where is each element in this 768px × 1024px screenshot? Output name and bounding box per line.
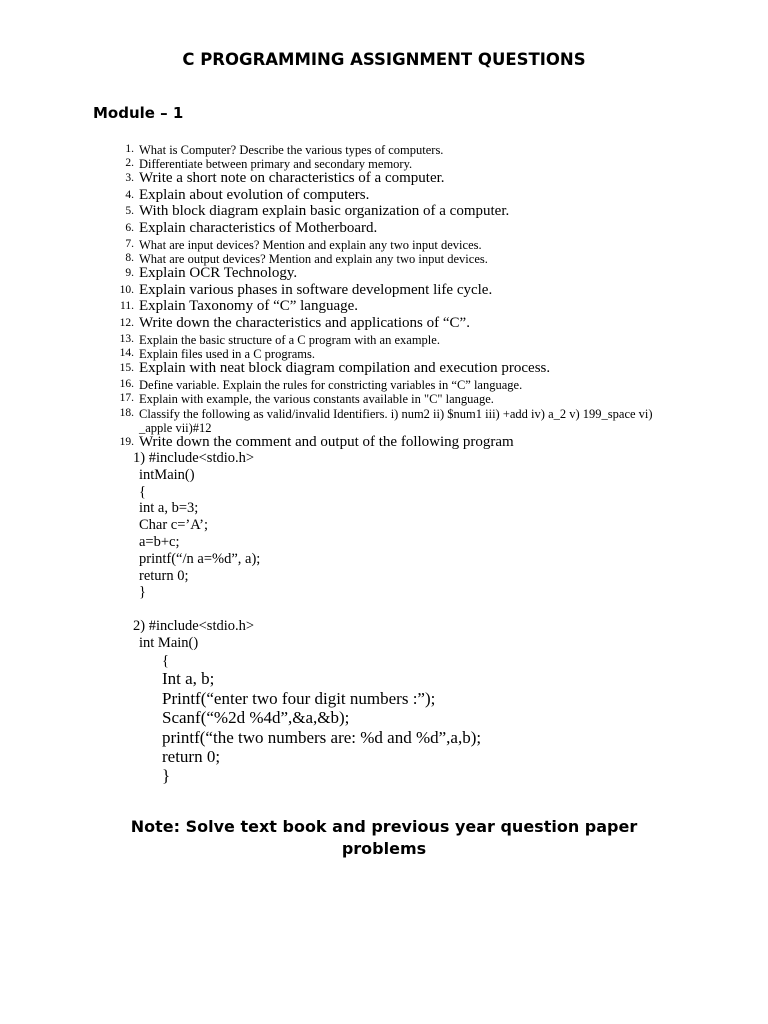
question-number: 18.: [119, 407, 134, 419]
code-line: Char c=’A’;: [139, 517, 208, 533]
question-number: 12.: [119, 317, 134, 329]
code-line: {: [139, 484, 146, 500]
question-text: Write down the comment and output of the following program: [139, 434, 514, 450]
question-number: 15.: [119, 362, 134, 374]
document-title: C PROGRAMMING ASSIGNMENT QUESTIONS: [182, 50, 586, 69]
question-text: Explain the basic structure of a C program with an example.: [139, 333, 440, 347]
question-number: 19.: [119, 436, 134, 448]
code-line: int Main(): [139, 635, 199, 651]
question-text: With block diagram explain basic organization of a computer.: [139, 203, 510, 219]
code-line: Int a, b;: [162, 669, 215, 688]
question-text: Define variable. Explain the rules for constricting variables in “C” language.: [139, 378, 523, 392]
code-line: int a, b=3;: [139, 500, 199, 516]
code-line: }: [139, 584, 146, 600]
code-line: return 0;: [139, 568, 189, 584]
question-text: What are input devices? Mention and explain any two input devices.: [139, 238, 482, 252]
question-text: Explain with example, the various constants available in "C" language.: [139, 392, 494, 406]
question-text: Explain OCR Technology.: [139, 265, 298, 281]
question-text: Explain with neat block diagram compilation and execution process.: [139, 360, 551, 376]
question-text: Explain characteristics of Motherboard.: [139, 220, 378, 236]
question-text: Write down the characteristics and applications of “C”.: [139, 315, 470, 331]
question-text: Explain Taxonomy of “C” language.: [139, 298, 359, 314]
code-line: }: [162, 766, 171, 785]
question-number: 4.: [125, 189, 134, 201]
code-line: return 0;: [162, 747, 221, 766]
question-number: 7.: [125, 238, 134, 250]
question-number: 10.: [119, 284, 134, 296]
code-line: Scanf(“%2d %4d”,&a,&b);: [162, 708, 350, 727]
question-number: 13.: [119, 333, 134, 345]
code-line: {: [162, 653, 169, 669]
question-text: What are output devices? Mention and explain any two input devices.: [139, 252, 488, 266]
question-number: 11.: [120, 300, 134, 312]
question-number: 5.: [125, 205, 134, 217]
question-number: 16.: [119, 378, 134, 390]
question-text: Explain about evolution of computers.: [139, 187, 370, 203]
code-line: a=b+c;: [139, 534, 180, 550]
question-number: 6.: [125, 222, 134, 234]
code-line: 2) #include<stdio.h>: [133, 618, 255, 634]
question-number: 17.: [119, 392, 134, 404]
question-number: 14.: [119, 347, 134, 359]
question-text: Explain various phases in software development life cycle.: [139, 282, 493, 298]
question-text: What is Computer? Describe the various types of computers.: [139, 143, 444, 157]
question-text: Classify the following as valid/invalid Identifiers. i) num2 ii) $num1 iii) +add iv) a_2 v) 199_space vi): [139, 407, 653, 421]
code-line: Printf(“enter two four digit numbers :”);: [162, 689, 436, 708]
question-text: Differentiate between primary and secondary memory.: [139, 157, 413, 171]
question-number: 2.: [125, 157, 134, 169]
question-number: 1.: [125, 143, 134, 155]
footer-note: Note: Solve text book and previous year question paper problems: [130, 817, 638, 858]
question-text: _apple vii)#12: [139, 421, 212, 435]
code-line: printf(“/n a=%d”, a);: [139, 551, 261, 567]
module-heading: Module – 1: [93, 104, 184, 122]
code-line: 1) #include<stdio.h>: [133, 450, 255, 466]
question-number: 9.: [125, 267, 134, 279]
question-number: 8.: [125, 252, 134, 264]
question-text: Write a short note on characteristics of a computer.: [139, 170, 445, 186]
question-text: Explain files used in a C programs.: [139, 347, 316, 361]
code-line: printf(“the two numbers are: %d and %d”,a,b);: [162, 728, 482, 747]
question-number: 3.: [125, 172, 134, 184]
code-line: intMain(): [139, 467, 195, 483]
